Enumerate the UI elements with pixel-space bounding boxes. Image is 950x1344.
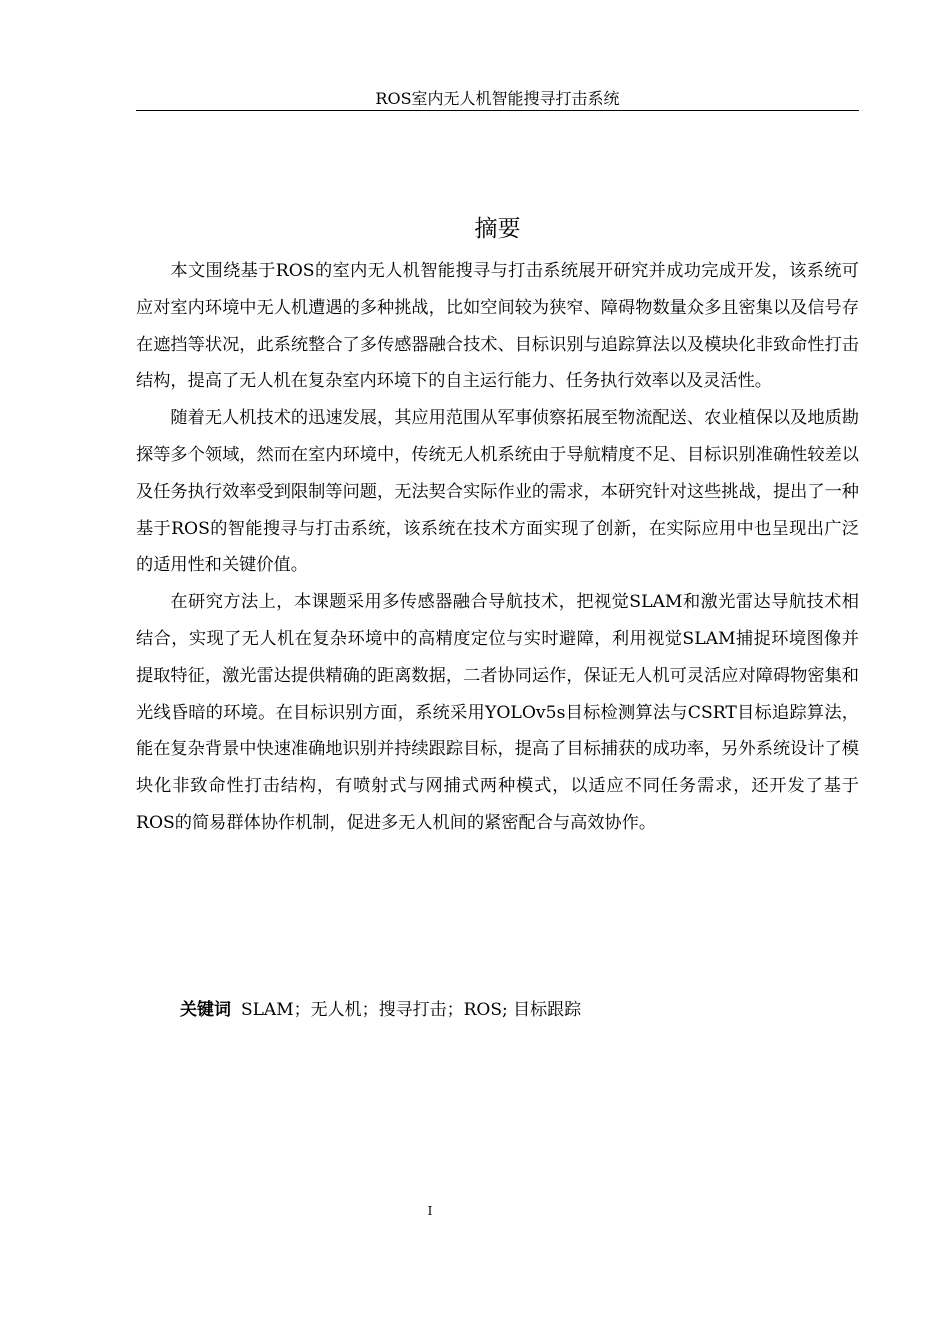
abstract-body	[136, 253, 859, 842]
page-number: I	[427, 1204, 433, 1218]
abstract-title: 摘要	[474, 216, 521, 242]
header-rule	[136, 110, 859, 111]
keywords-label: 关键词	[180, 1000, 231, 1020]
page-header: ROS室内无人机智能搜寻打击系统	[375, 89, 620, 108]
abstract-paragraph-1: 本文围绕基于ROS的室内无人机智能搜寻与打击系统展开研究并成功完成开发，该系统可应对室内环境中无人机遭遇的多种挑战，比如空间较为狭窄、障碍物数量众多且密集以及信号存在遮挡等状况，此系统整合了多传感器融合技术、目标识别与追踪算法以及模块化非致命性打击结构，提高了无人机在复杂室内环境下的自主运行能力、任务执行效率以及灵活性。	[136, 261, 859, 392]
abstract-paragraph-3: 在研究方法上，本课题采用多传感器融合导航技术，把视觉SLAM和激光雷达导航技术相结合，实现了无人机在复杂环境中的高精度定位与实时避障，利用视觉SLAM捕捉环境图像并提取特征，激光雷达提供精确的距离数据，二者协同运作，保证无人机可灵活应对障碍物密集和光线昏暗的环境。在目标识别方面，系统采用YOLOv5s目标检测算法与CSRT目标追踪算法，能在复杂背景中快速准确地识别并持续跟踪目标，提高了目标捕获的成功率，另外系统设计了模块化非致命性打击结构，有喷射式与网捕式两种模式，以适应不同任务需求，还开发了基于ROS的简易群体协作机制，促进多无人机间的紧密配合与高效协作。	[136, 592, 859, 833]
abstract-paragraph-2: 随着无人机技术的迅速发展，其应用范围从军事侦察拓展至物流配送、农业植保以及地质勘探等多个领域，然而在室内环境中，传统无人机系统由于导航精度不足、目标识别准确性较差以及任务执行效率受到限制等问题，无法契合实际作业的需求，本研究针对这些挑战，提出了一种基于ROS的智能搜寻与打击系统，该系统在技术方面实现了创新，在实际应用中也呈现出广泛的适用性和关键价值。	[136, 408, 859, 576]
keywords	[180, 996, 859, 1024]
keywords-text: SLAM；无人机；搜寻打击；ROS; 目标跟踪	[241, 1000, 582, 1020]
